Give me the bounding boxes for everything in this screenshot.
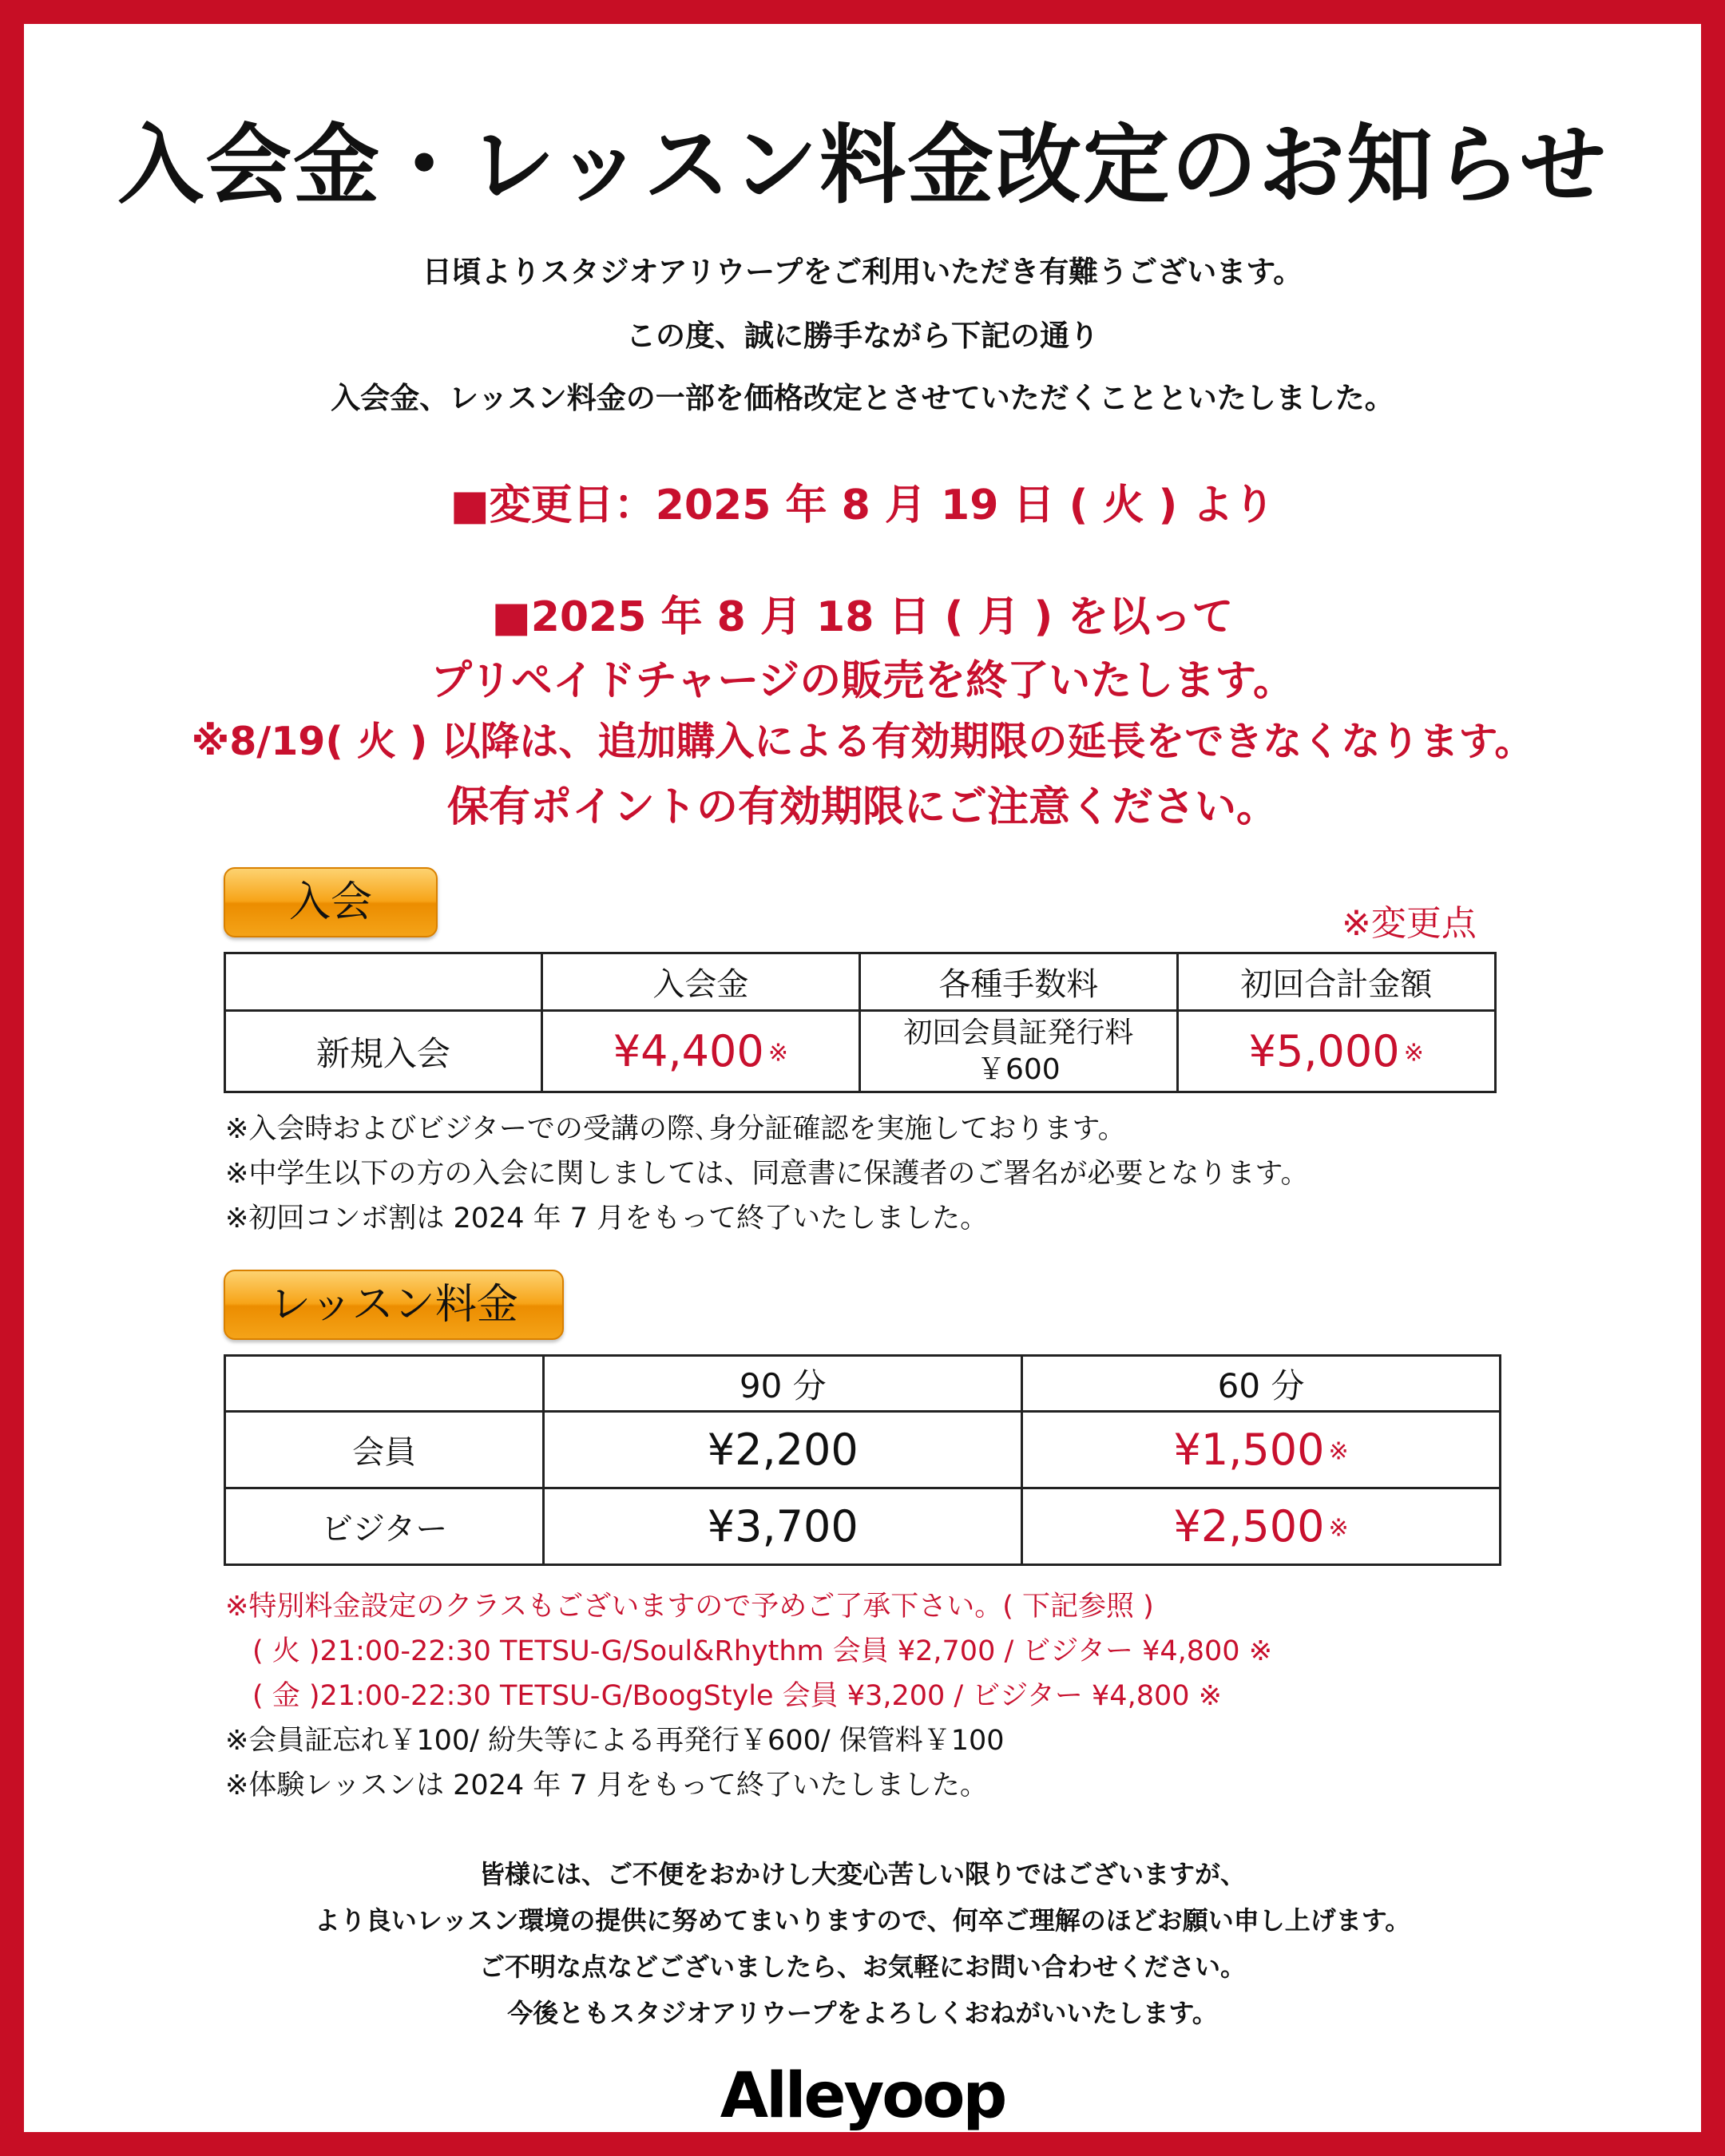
membership-note-2: ※中学生以下の方の入会に関しましては、同意書に保護者のご署名が必要となります。 xyxy=(225,1158,1309,1190)
change-date: ■変更日：2025 年 8 月 19 日 ( 火 ) より xyxy=(450,482,1275,529)
membership-header-fee: 入会金 xyxy=(541,953,859,1011)
lessons-note-1: ※会員証忘れ￥100/ 紛失等による再発行￥600/ 保管料￥100 xyxy=(225,1725,1005,1757)
change-mark: ※ xyxy=(1328,1437,1349,1466)
prepaid-notice-line-2: プリペイドチャージの販売を終了いたします。 xyxy=(430,657,1295,705)
lessons-badge: レッスン料金 xyxy=(224,1270,564,1340)
membership-total-cell xyxy=(1177,1011,1495,1092)
lessons-price-90 xyxy=(544,1488,1022,1565)
membership-fee-value: ¥4,400 xyxy=(613,1026,764,1076)
prepaid-notice-line-3: ※8/19( 火 ) 以降は、追加購入による有効期限の延長をできなくなります。 xyxy=(191,719,1534,764)
lessons-special-tue: ( 火 )21:00-22:30 TETSU-G/Soul&Rhythm 会員 ¥2,700 / ビジター ¥4,800 ※ xyxy=(252,1635,1273,1667)
intro-line-2: この度、誠に勝手ながら下記の通り xyxy=(626,319,1099,353)
lessons-header-60: 60 分 xyxy=(1022,1356,1501,1412)
change-mark-label: ※変更点 xyxy=(1342,903,1477,944)
lessons-price-60 xyxy=(1022,1488,1501,1565)
price-value: ¥3,700 xyxy=(707,1501,859,1552)
membership-fee-cell xyxy=(541,1011,859,1092)
price-value: ¥2,200 xyxy=(707,1425,859,1475)
membership-note-3: ※初回コンボ割は 2024 年 7 月をもって終了いたしました。 xyxy=(225,1203,989,1235)
lessons-special-fri: ( 金 )21:00-22:30 TETSU-G/BoogStyle 会員 ¥3,200 / ビジター ¥4,800 ※ xyxy=(252,1680,1222,1712)
lessons-row-member xyxy=(225,1412,1501,1488)
membership-header-misc: 各種手数料 xyxy=(860,953,1177,1011)
prepaid-notice-line-1: ■2025 年 8 月 18 日 ( 月 ) を以って xyxy=(491,593,1234,641)
prepaid-notice-line-4: 保有ポイントの有効期限にご注意ください。 xyxy=(446,783,1278,831)
membership-header-total: 初回合計金額 xyxy=(1177,953,1495,1011)
lessons-header-empty xyxy=(225,1356,544,1412)
membership-header-empty xyxy=(225,953,542,1011)
lessons-note-2: ※体験レッスンは 2024 年 7 月をもって終了いたしました。 xyxy=(225,1770,988,1801)
price-value: ¥2,500 xyxy=(1173,1501,1325,1552)
intro-line-3: 入会金、レッスン料金の一部を価格改定とさせていただくことといたしました。 xyxy=(331,381,1394,415)
lessons-row-label: 会員 xyxy=(225,1412,544,1488)
membership-note-1: ※入会時およびビジターでの受講の際､身分証確認を実施しております。 xyxy=(225,1113,1126,1145)
closing-line-2: より良いレッスン環境の提供に努めてまいりますので、何卒ご理解のほどお願い申し上げます。 xyxy=(314,1905,1411,1936)
lessons-price-90 xyxy=(544,1412,1022,1488)
membership-total-value: ¥5,000 xyxy=(1248,1026,1400,1076)
price-value: ¥1,500 xyxy=(1173,1425,1325,1475)
closing-line-4: 今後ともスタジオアリウープをよろしくおねがいいたします。 xyxy=(507,1998,1218,2028)
membership-total-mark: ※ xyxy=(1403,1039,1424,1068)
alleyoop-logo: Alleyoop xyxy=(720,2060,1005,2132)
membership-misc-line-1: 初回会員証発行料 xyxy=(903,1016,1134,1049)
lessons-row-label: ビジター xyxy=(225,1488,544,1565)
membership-misc-cell xyxy=(860,1011,1177,1092)
membership-fee-mark: ※ xyxy=(767,1039,788,1068)
lessons-row-visitor xyxy=(225,1488,1501,1565)
membership-row-label: 新規入会 xyxy=(225,1011,542,1092)
lessons-price-60 xyxy=(1022,1412,1501,1488)
closing-line-3: ご不明な点などございましたら、お気軽にお問い合わせください。 xyxy=(478,1952,1246,1982)
membership-table xyxy=(224,952,1497,1093)
lessons-header-90: 90 分 xyxy=(544,1356,1022,1412)
intro-line-1: 日頃よりスタジオアリウープをご利用いただき有難うございます。 xyxy=(422,255,1303,289)
page-title: 入会金・レッスン料金改定のお知らせ xyxy=(117,116,1608,216)
membership-misc-line-2: ￥600 xyxy=(976,1052,1061,1086)
change-mark: ※ xyxy=(1328,1514,1349,1543)
lessons-special-note: ※特別料金設定のクラスもございますので予めご了承下さい。( 下記参照 ) xyxy=(225,1591,1154,1623)
lessons-table xyxy=(224,1354,1501,1566)
membership-badge: 入会 xyxy=(224,867,438,937)
closing-line-1: 皆様には、ご不便をおかけし大変心苦しい限りではございますが、 xyxy=(478,1859,1246,1889)
